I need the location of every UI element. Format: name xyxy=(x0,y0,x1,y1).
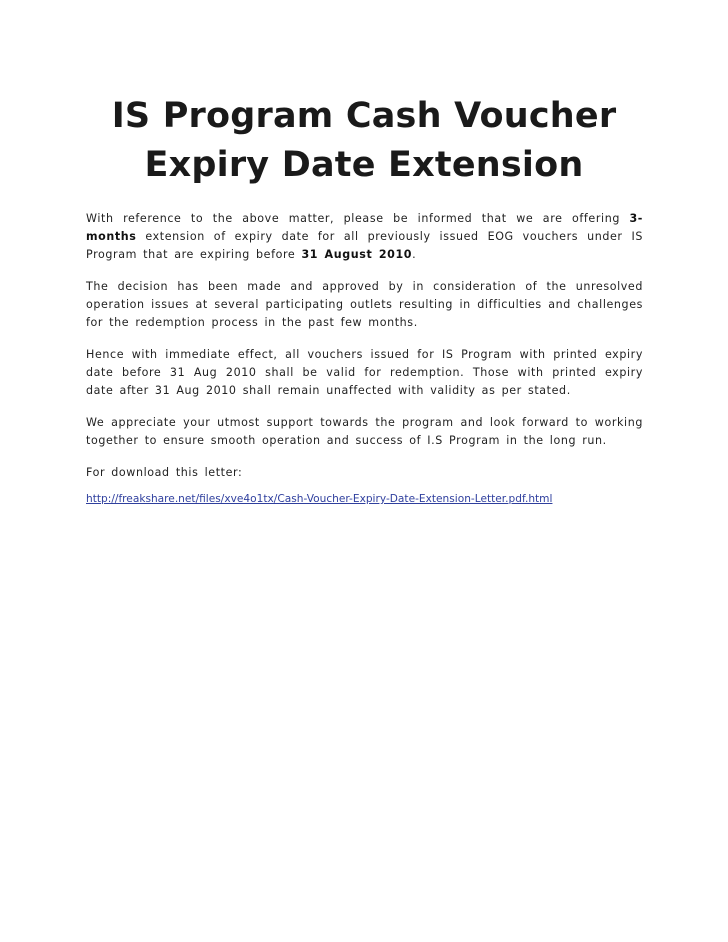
expiry-date-bold: 31 August 2010 xyxy=(301,248,413,261)
paragraph-offer xyxy=(86,210,643,264)
paragraph-offer-text-a: With reference to the above matter, please be informed that we are offering xyxy=(86,212,630,225)
download-paragraph xyxy=(86,490,643,508)
paragraph-offer-text-b: extension of expiry date for all previously issued EOG vouchers under IS Program that are expiring before xyxy=(86,230,643,261)
paragraph-appreciation: We appreciate your utmost support towards the program and look forward to working together to ensure smooth operation and success of I.S Program in the long run. xyxy=(86,416,643,447)
document-title xyxy=(84,92,644,190)
paragraph-decision: The decision has been made and approved by in consideration of the unresolved operation issues at several participating outlets resulting in difficulties and challenges for the redemption process in the past few months. xyxy=(86,280,643,329)
offer-duration-bold: 3-months xyxy=(86,212,643,243)
document-body xyxy=(86,210,643,522)
paragraph-offer-text-c: . xyxy=(412,248,417,261)
paragraph-validity: Hence with immediate effect, all vouchers issued for IS Program with printed expiry date before 31 Aug 2010 shall be valid for redemption. Those with printed expiry date after 31 Aug 2010 shall remain unaffected with validity as per stated. xyxy=(86,348,643,397)
download-link[interactable]: http://freakshare.net/files/xve4o1tx/Cash-Voucher-Expiry-Date-Extension-Letter.pdf.html xyxy=(86,493,553,505)
title-line-1: IS Program Cash Voucher xyxy=(111,96,617,136)
download-label: For download this letter: xyxy=(86,466,243,479)
title-line-2: Expiry Date Extension xyxy=(144,145,584,185)
